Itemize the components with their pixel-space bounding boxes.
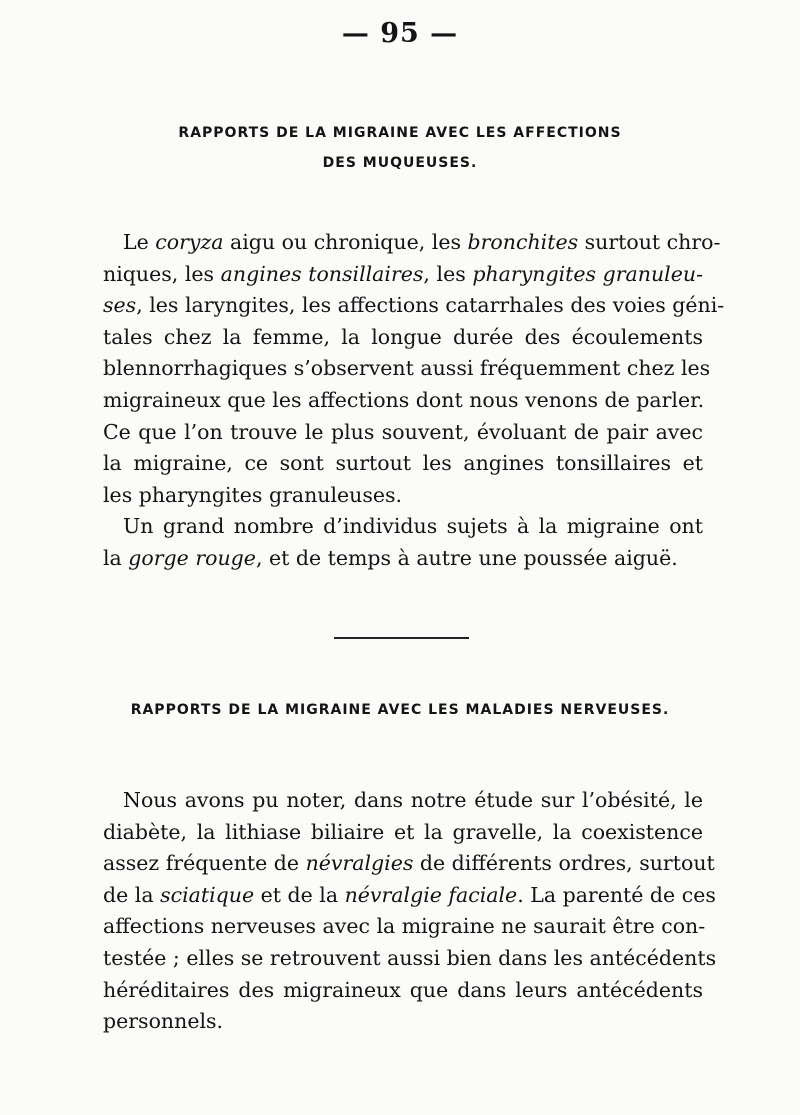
section-heading-nervous: RAPPORTS DE LA MIGRAINE AVEC LES MALADIES NERVEUSES. <box>130 702 670 718</box>
text-line <box>103 911 706 943</box>
italic-text: ses <box>103 293 137 318</box>
text-line <box>103 880 716 912</box>
text-segment: aigu ou chronique, les <box>223 230 468 254</box>
heading-line-2: DES MUQUEUSES. <box>322 155 478 171</box>
text-line <box>103 1006 703 1038</box>
text-segment: , et de temps à autre une poussée aiguë. <box>255 545 678 570</box>
text-segment: diabète, la lithiase biliaire et la gravelle, la coexistence <box>103 819 703 844</box>
text-line <box>103 448 703 480</box>
page-number: — 95 — <box>341 18 459 49</box>
text-line <box>103 785 703 817</box>
italic-text: sciatique <box>160 882 255 907</box>
text-line <box>103 511 703 543</box>
italic-text: névralgie faciale <box>344 882 518 907</box>
text-segment: et de la <box>254 882 345 907</box>
italic-text: bronchites <box>467 230 579 254</box>
italic-text: angines tonsillaires <box>220 261 424 286</box>
text-segment: affections nerveuses avec la migraine ne saurait être con- <box>103 914 706 939</box>
text-line <box>103 975 703 1007</box>
text-segment: Le <box>123 230 156 254</box>
text-segment: héréditaires des migraineux que dans leurs antécédents <box>103 977 703 1002</box>
text-segment: niques, les <box>103 261 221 286</box>
text-line <box>103 848 715 880</box>
text-line <box>103 322 703 354</box>
text-segment: Nous avons pu noter, dans notre étude sur l’obésité, le <box>123 788 703 812</box>
text-segment: . La parenté de ces <box>517 882 716 907</box>
italic-text: gorge rouge <box>128 545 256 570</box>
text-line <box>103 353 711 385</box>
text-line <box>103 817 703 849</box>
text-line <box>103 543 703 575</box>
text-segment: la <box>103 545 129 570</box>
text-line <box>103 259 703 291</box>
heading-line-1: RAPPORTS DE LA MIGRAINE AVEC LES AFFECTIONS <box>178 125 622 141</box>
text-segment: testée ; elles se retrouvent aussi bien dans les antécédents <box>103 945 717 970</box>
text-segment: de la <box>103 882 161 907</box>
text-line <box>103 227 721 259</box>
paragraph-nervous-diseases <box>103 785 717 1038</box>
paragraph-red-throat <box>103 511 703 574</box>
text-segment: Un grand nombre d’individus sujets à la migraine ont <box>123 514 703 538</box>
text-line <box>103 290 725 322</box>
text-segment: assez fréquente de <box>103 851 306 876</box>
text-segment: Ce que l’on trouve le plus souvent, évoluant de pair avec <box>103 419 703 444</box>
text-segment: de différents ordres, surtout <box>413 851 715 876</box>
text-segment: la migraine, ce sont surtout les angines tonsillaires et <box>103 451 703 476</box>
text-segment: blennorrhagiques s’observent aussi fréquemment chez les <box>103 356 711 381</box>
italic-text: névralgies <box>305 851 414 876</box>
text-line <box>103 417 703 449</box>
text-segment: migraineux que les affections dont nous venons de parler. <box>103 387 705 412</box>
text-segment: personnels. <box>103 1009 224 1034</box>
text-segment: , les laryngites, les affections catarrhales des voies géni- <box>136 293 725 318</box>
section-heading-mucous <box>0 118 800 178</box>
text-segment: , les <box>423 261 473 286</box>
text-segment: tales chez la femme, la longue durée des écoulements <box>103 324 703 349</box>
italic-text: pharyngites granuleu- <box>472 261 704 286</box>
text-segment: les pharyngites granuleuses. <box>103 482 403 507</box>
text-line <box>103 385 703 417</box>
text-line <box>103 943 717 975</box>
section-divider <box>334 637 469 639</box>
text-line <box>103 480 703 512</box>
italic-text: coryza <box>155 230 224 254</box>
paragraph-mucous-affections <box>103 227 725 511</box>
text-segment: surtout chro- <box>578 230 721 254</box>
